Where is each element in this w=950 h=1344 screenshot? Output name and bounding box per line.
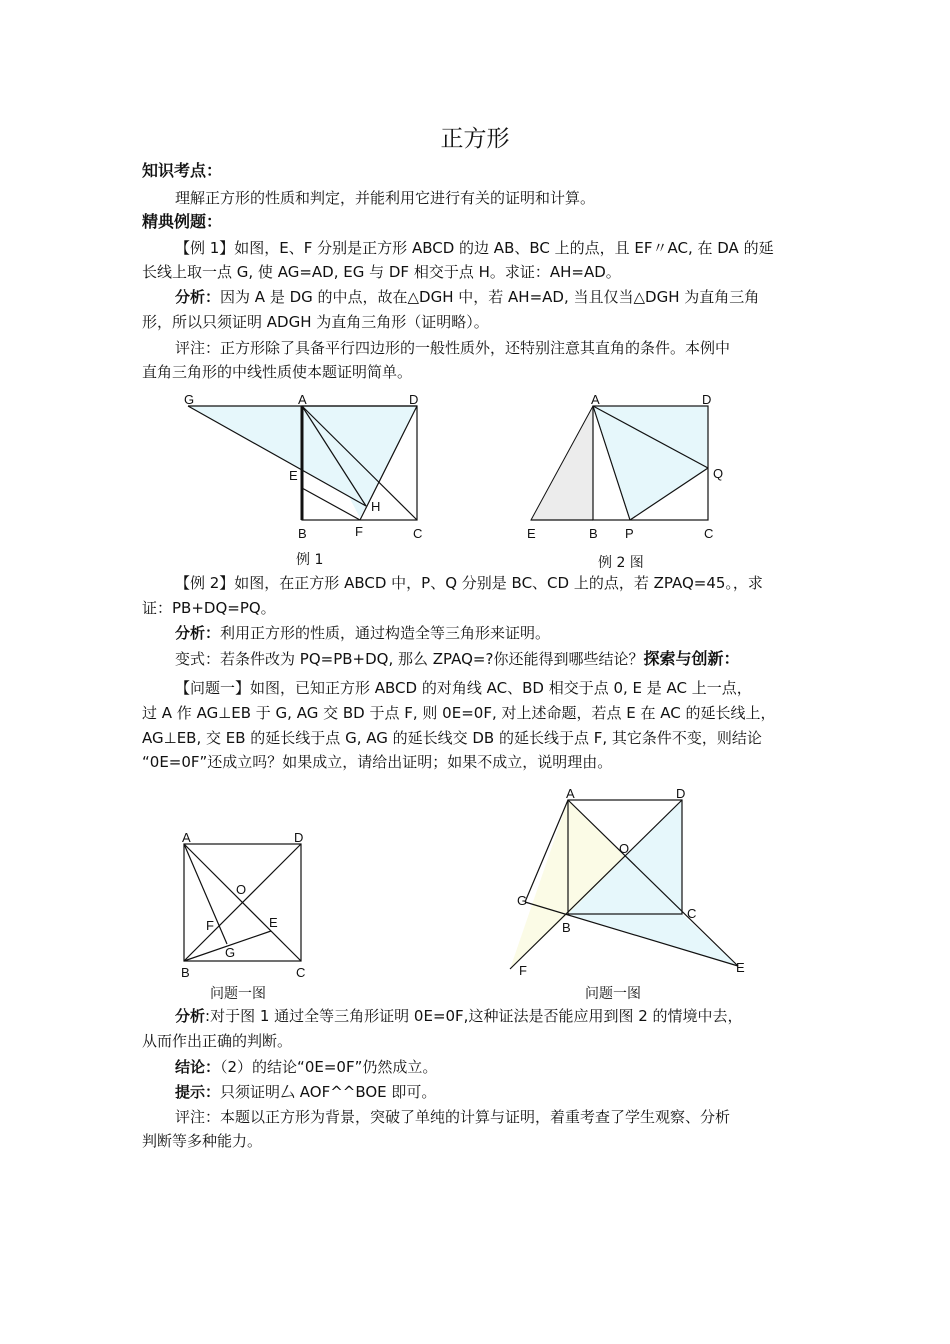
example1-analysis-line2: 形，所以只须证明 ADGH 为直角三角形（证明略）。 [142, 313, 489, 331]
label-g: G [184, 392, 195, 407]
label-e: E [289, 468, 298, 483]
label-g: G [225, 945, 236, 960]
solution-comment-line1: 评注：本题以正方形为背景，突破了单纯的计算与证明，着重考查了学生观察、分析 [175, 1108, 731, 1126]
hint-label: 提示： [175, 1083, 221, 1101]
label-d: D [409, 392, 419, 407]
example1-analysis [175, 287, 759, 307]
label-c: C [687, 906, 697, 921]
label-f: F [519, 963, 527, 978]
conclusion-text: （2）的结论“0E=0F”仍然成立。 [220, 1058, 438, 1076]
figure-example1-caption: 例 1 [296, 552, 324, 568]
figure-problem1-case1 [175, 826, 315, 996]
page-title: 正方形 [440, 126, 510, 152]
analysis-text: 利用正方形的性质，通过构造全等三角形来证明。 [220, 624, 551, 642]
variant-text: 变式：若条件改为 PQ=PB+DQ, 那么 ZPAQ=?你还能得到哪些结论？ [175, 650, 644, 668]
section-heading-knowledge: 知识考点： [142, 161, 223, 180]
conclusion-label: 结论： [175, 1058, 221, 1076]
label-o: O [236, 882, 247, 897]
label-d: D [294, 830, 304, 845]
label-a: A [566, 786, 575, 801]
example2-line1: 【例 2】如图，在正方形 ABCD 中，P、Q 分别是 BC、CD 上的点，若 ZPAQ=45。，求 [175, 574, 763, 592]
analysis-text: 因为 A 是 DG 的中点，故在△DGH 中，若 AH=AD, 当且仅当△DGH 为直角三角 [220, 288, 760, 306]
problem1-line3: AG⊥EB, 交 EB 的延长线于点 G, AG 的延长线交 DB 的延长线于点 F, 其它条件不变，则结论 [142, 729, 762, 747]
figure-problem1-case2 [500, 784, 750, 994]
analysis-label: 分析 [175, 1007, 206, 1025]
label-d: D [702, 392, 712, 407]
label-b: B [298, 526, 307, 541]
solution-comment-line2: 判断等多种能力。 [142, 1132, 263, 1150]
label-o: O [619, 841, 630, 856]
knowledge-text: 理解正方形的性质和判定，并能利用它进行有关的证明和计算。 [175, 189, 596, 207]
solution-analysis [175, 1006, 743, 1026]
example1-comment-line2: 直角三角形的中线性质使本题证明简单。 [142, 363, 413, 381]
example1-line2: 长线上取一点 G, 使 AG=AD, EG 与 DF 相交于点 H。求证：AH=AD。 [142, 263, 621, 281]
analysis-label: 分析： [175, 288, 221, 306]
label-e: E [527, 526, 536, 541]
label-h: H [371, 499, 381, 514]
label-a: A [298, 392, 307, 407]
example2-line2: 证：PB+DQ=PQ。 [142, 599, 276, 617]
problem1-line4: “0E=0F”还成立吗？如果成立，请给出证明；如果不成立，说明理由。 [142, 753, 613, 771]
example1-comment-line1: 评注：正方形除了具备平行四边形的一般性质外，还特别注意其直角的条件。本例中 [175, 339, 731, 357]
hint-text: 只须证明厶 AOF^^BOE 即可。 [220, 1083, 437, 1101]
section-heading-examples: 精典例题： [142, 212, 223, 231]
label-b: B [181, 965, 190, 980]
figure-problem1-case2-caption: 问题一图 [585, 986, 641, 1002]
example1-line1: 【例 1】如图，E、F 分别是正方形 ABCD 的边 AB、BC 上的点，且 EF〃AC, 在 DA 的延 [175, 239, 774, 257]
label-d: D [676, 786, 686, 801]
label-q: Q [713, 466, 724, 481]
solution-hint [175, 1082, 436, 1102]
example2-analysis [175, 623, 550, 643]
label-p: P [625, 526, 634, 541]
label-b: B [562, 920, 571, 935]
problem1-line1: 【问题一】如图，已知正方形 ABCD 的对角线 AC、BD 相交于点 0, E 是 AC 上一点， [175, 679, 752, 697]
label-a: A [591, 392, 600, 407]
label-c: C [704, 526, 714, 541]
analysis-text: :对于图 1 通过全等三角形证明 0E=0F,这种证法是否能应用到图 2 的情境中去， [205, 1007, 743, 1025]
problem1-line2: 过 A 作 AG⊥EB 于 G, AG 交 BD 于点 F, 则 0E=0F, 对上述命题，若点 E 在 AC 的延长线上， [142, 704, 776, 722]
label-c: C [413, 526, 423, 541]
solution-conclusion [175, 1057, 437, 1077]
solution-analysis-line2: 从而作出正确的判断。 [142, 1032, 293, 1050]
label-c: C [296, 965, 306, 980]
label-a: A [182, 830, 191, 845]
label-f: F [355, 524, 363, 539]
label-b: B [589, 526, 598, 541]
figure-problem1-case1-caption: 问题一图 [210, 986, 266, 1002]
figure-example2-caption: 例 2 图 [598, 555, 644, 571]
figure-example1 [180, 390, 430, 550]
analysis-label: 分析： [175, 624, 221, 642]
figure-example2 [525, 390, 735, 550]
example2-variant [175, 649, 739, 669]
label-e: E [269, 915, 278, 930]
label-g: G [517, 893, 528, 908]
label-e: E [736, 960, 745, 975]
label-f: F [206, 918, 214, 933]
explore-heading: 探索与创新： [643, 649, 740, 668]
